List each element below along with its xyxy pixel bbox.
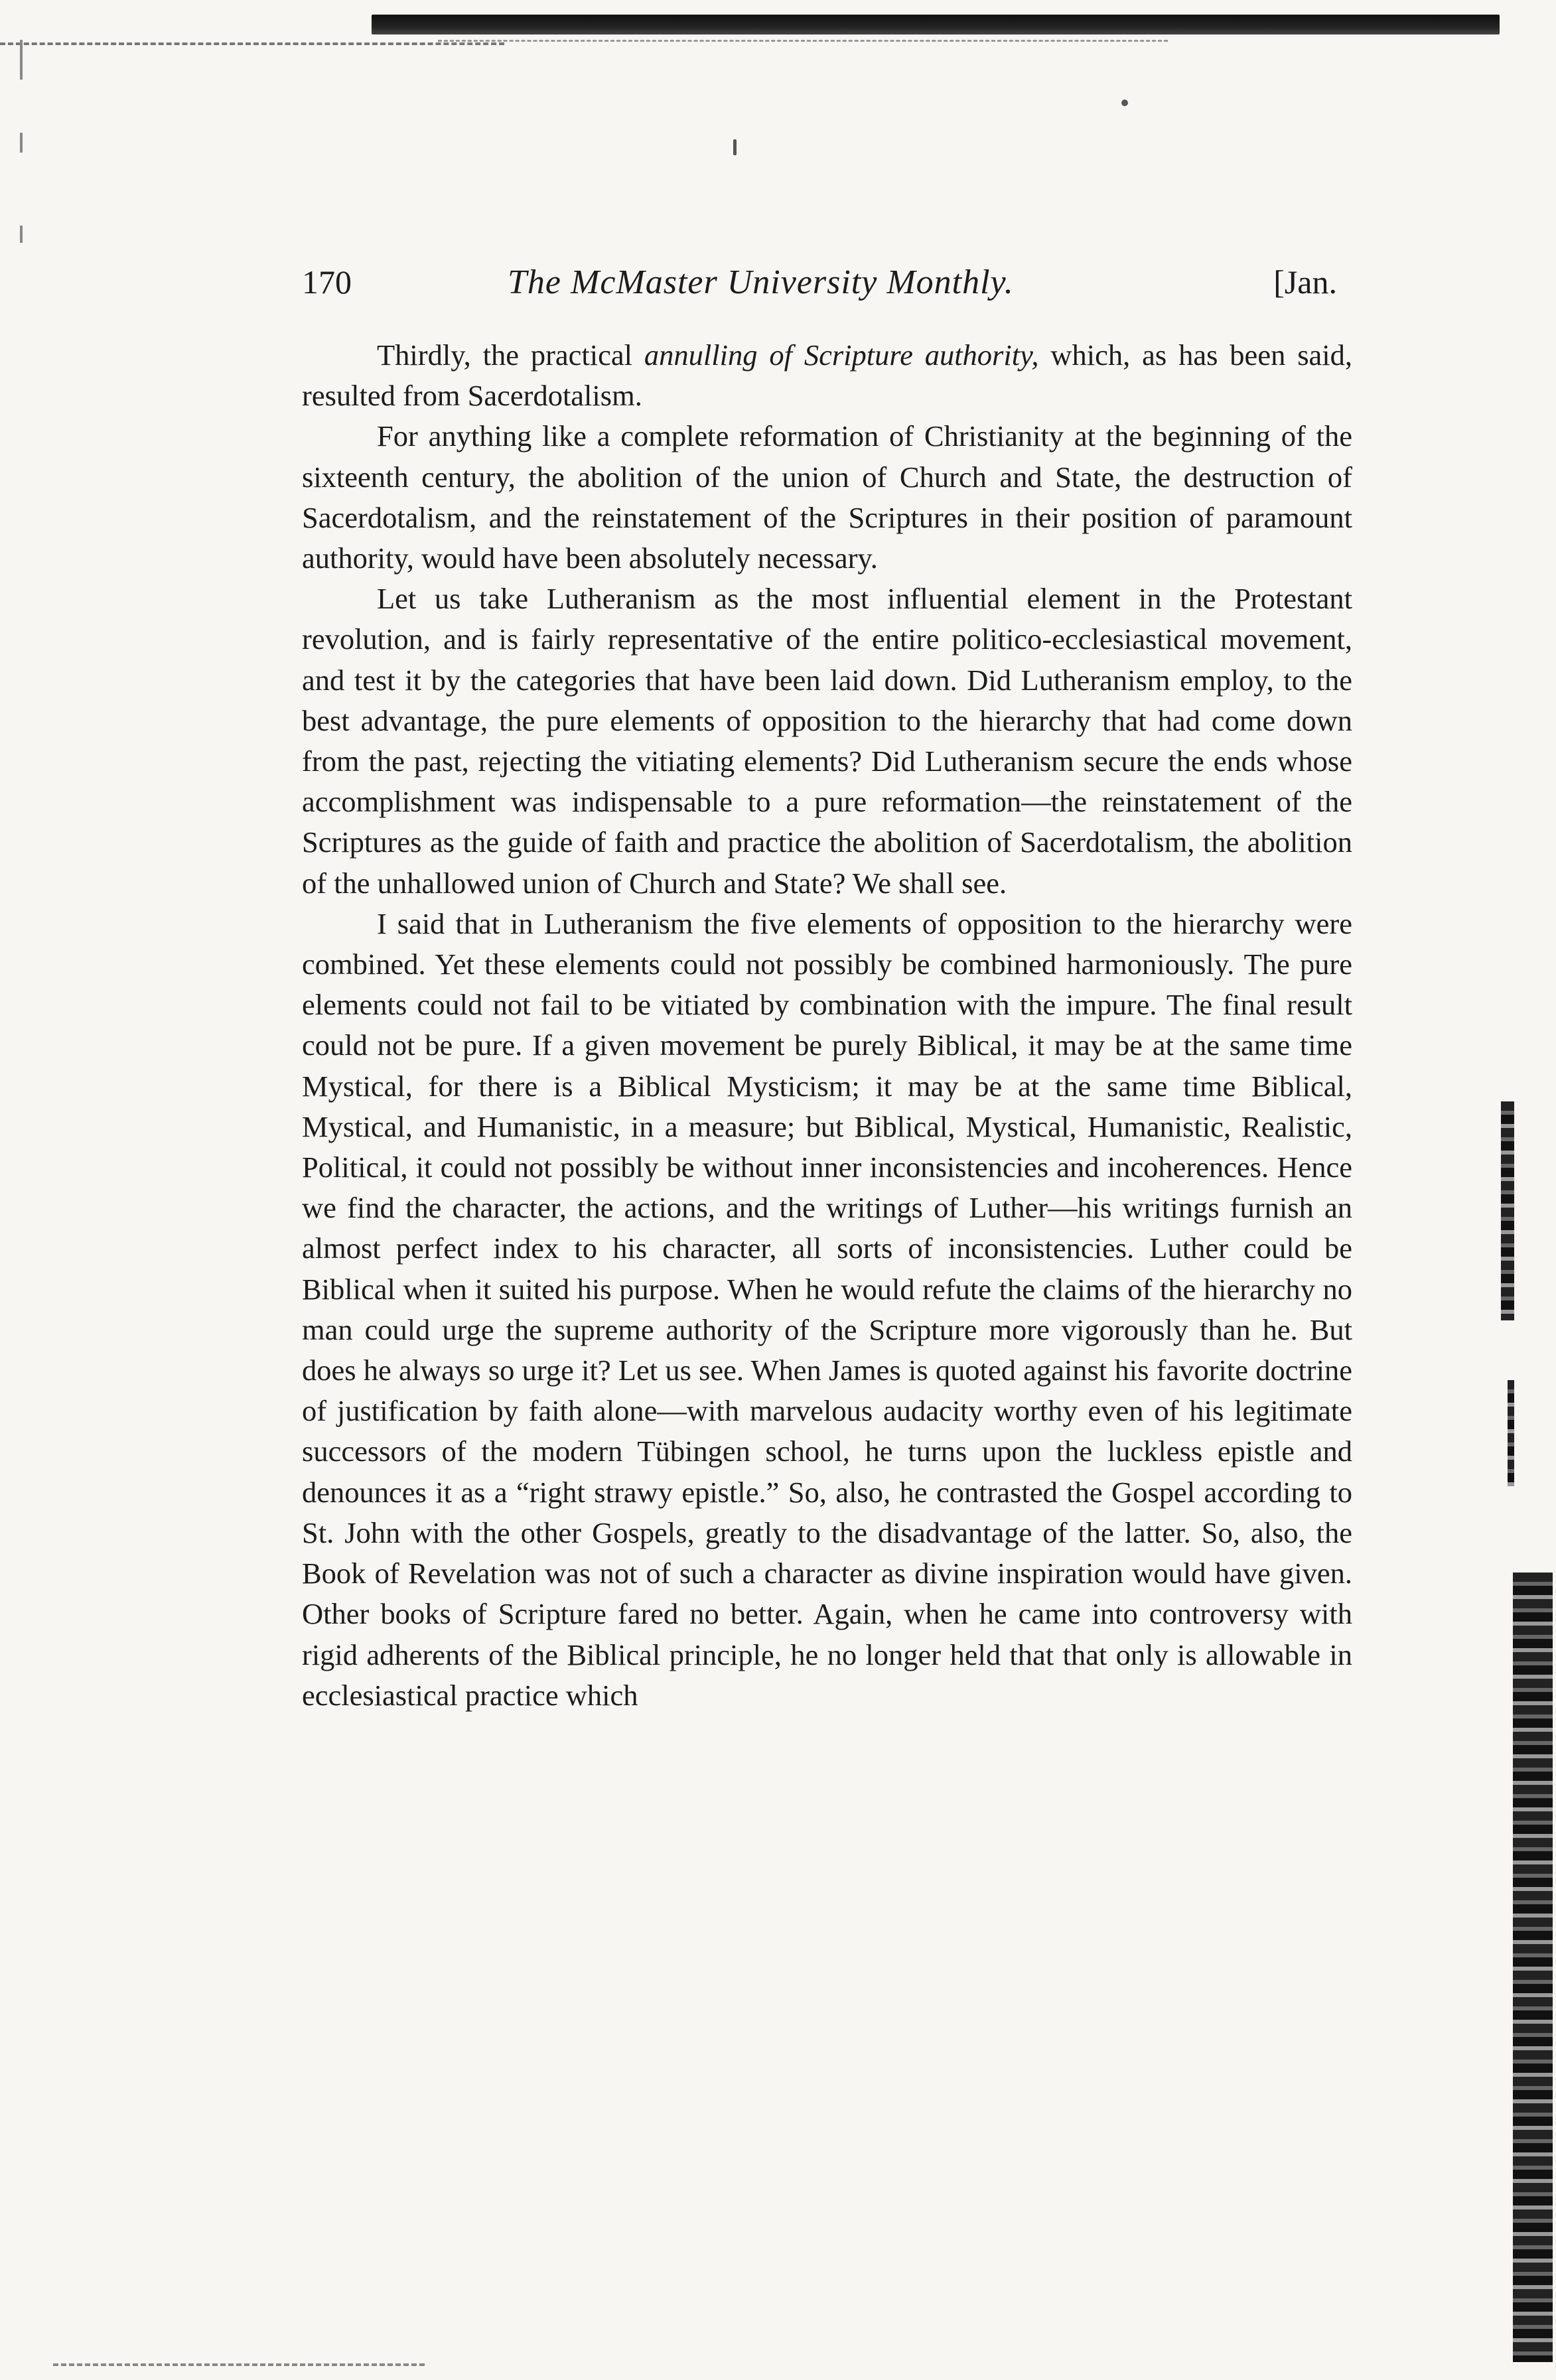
scan-left-tick: [20, 40, 23, 80]
paragraph: I said that in Lutheranism the five elements of opposition to the hierarchy were combined. Yet these elements could not possibly be combined harmoniously. The pure elements could not fail to be vitiated by combination with the impure. The final result could not be pure. If a given movement be purely Biblical, it may be at the same time Mystical, for there is a Biblical Mysticism; it may be at the same time Biblical, Mystical, and Humanistic, in a measure; but Biblical, Mystical, Humanistic, Realistic, Political, it could not possibly be without inner inconsistencies and incoherences. Hence we find the character, the actions, and the writings of Luther—his writings furnish an almost perfect index to his character, all sorts of inconsistencies. Luther could be Biblical when it suited his purpose. When he would refute the claims of the hierarchy no man could urge the supreme authority of the Scripture more vigorously than he. But does he always so urge it? Let us see. When James is quoted against his favorite doctrine of justification by faith alone—with marvelous audacity worthy even of his legitimate successors of the modern Tübingen school, he turns upon the luckless epistle and denounces it as a “right strawy epistle.” So, also, he contrasted the Gospel according to St. John with the other Gospels, greatly to the disadvantage of the latter. So, also, the Book of Revelation was not of such a character as divine inspiration would have given. Other books of Scripture fared no better. Again, when he came into controversy with rigid adherents of the Biblical principle, he no longer held that that only is allowable in ecclesiastical practice which: [302, 906, 1352, 1712]
running-title: The McMaster University Monthly.: [508, 263, 1014, 301]
scan-bottom-marks: [53, 2363, 425, 2366]
paragraph: [302, 335, 1352, 416]
scan-right-edge-mark: [1501, 1101, 1514, 1320]
scan-right-edge-mark: [1513, 1573, 1553, 2362]
scan-left-tick: [20, 133, 23, 153]
paragraph: For anything like a complete reformation of Christianity at the beginning of the sixteenth century, the abolition of the union of Church and State, the destruction of Sacerdotalism, and the reinstatement of the Scriptures in their position of paramount authority, would have been absolutely necessary.: [302, 419, 1352, 575]
paragraph-lead: Thirdly, the practical: [377, 338, 644, 372]
scan-top-rule: [372, 15, 1500, 35]
scan-top-dash-secondary: [438, 40, 1168, 42]
emphasis-text: annulling of Scripture authority,: [644, 338, 1039, 372]
issue-month: [Jan.: [1273, 263, 1337, 301]
scan-left-tick: [20, 226, 23, 243]
page-number: 170: [302, 263, 352, 301]
paragraph: Let us take Lutheranism as the most influential element in the Protestant revolution, and is fairly representative of the entire politico-ecclesiastical movement, and test it by the categories that have been laid down. Did Lutheranism employ, to the best advantage, the pure elements of opposition to the hierarchy that had come down from the past, rejecting the vitiating elements? Did Lutheranism secure the ends whose accomplishment was indispensable to a pure reformation—the reinstatement of the Scriptures as the guide of faith and practice the abolition of Sacerdotalism, the abolition of the unhallowed union of Church and State? We shall see.: [302, 582, 1352, 900]
article-body: [302, 335, 1352, 1716]
page-header: [302, 263, 1337, 309]
scan-speck: [733, 139, 737, 155]
scan-right-edge-mark: [1508, 1380, 1514, 1486]
paragraph-tail: which, as has been said, resulted from Sacerdotalism.: [302, 338, 1353, 413]
scan-top-dash: [0, 42, 504, 45]
scan-speck: [1121, 100, 1128, 106]
